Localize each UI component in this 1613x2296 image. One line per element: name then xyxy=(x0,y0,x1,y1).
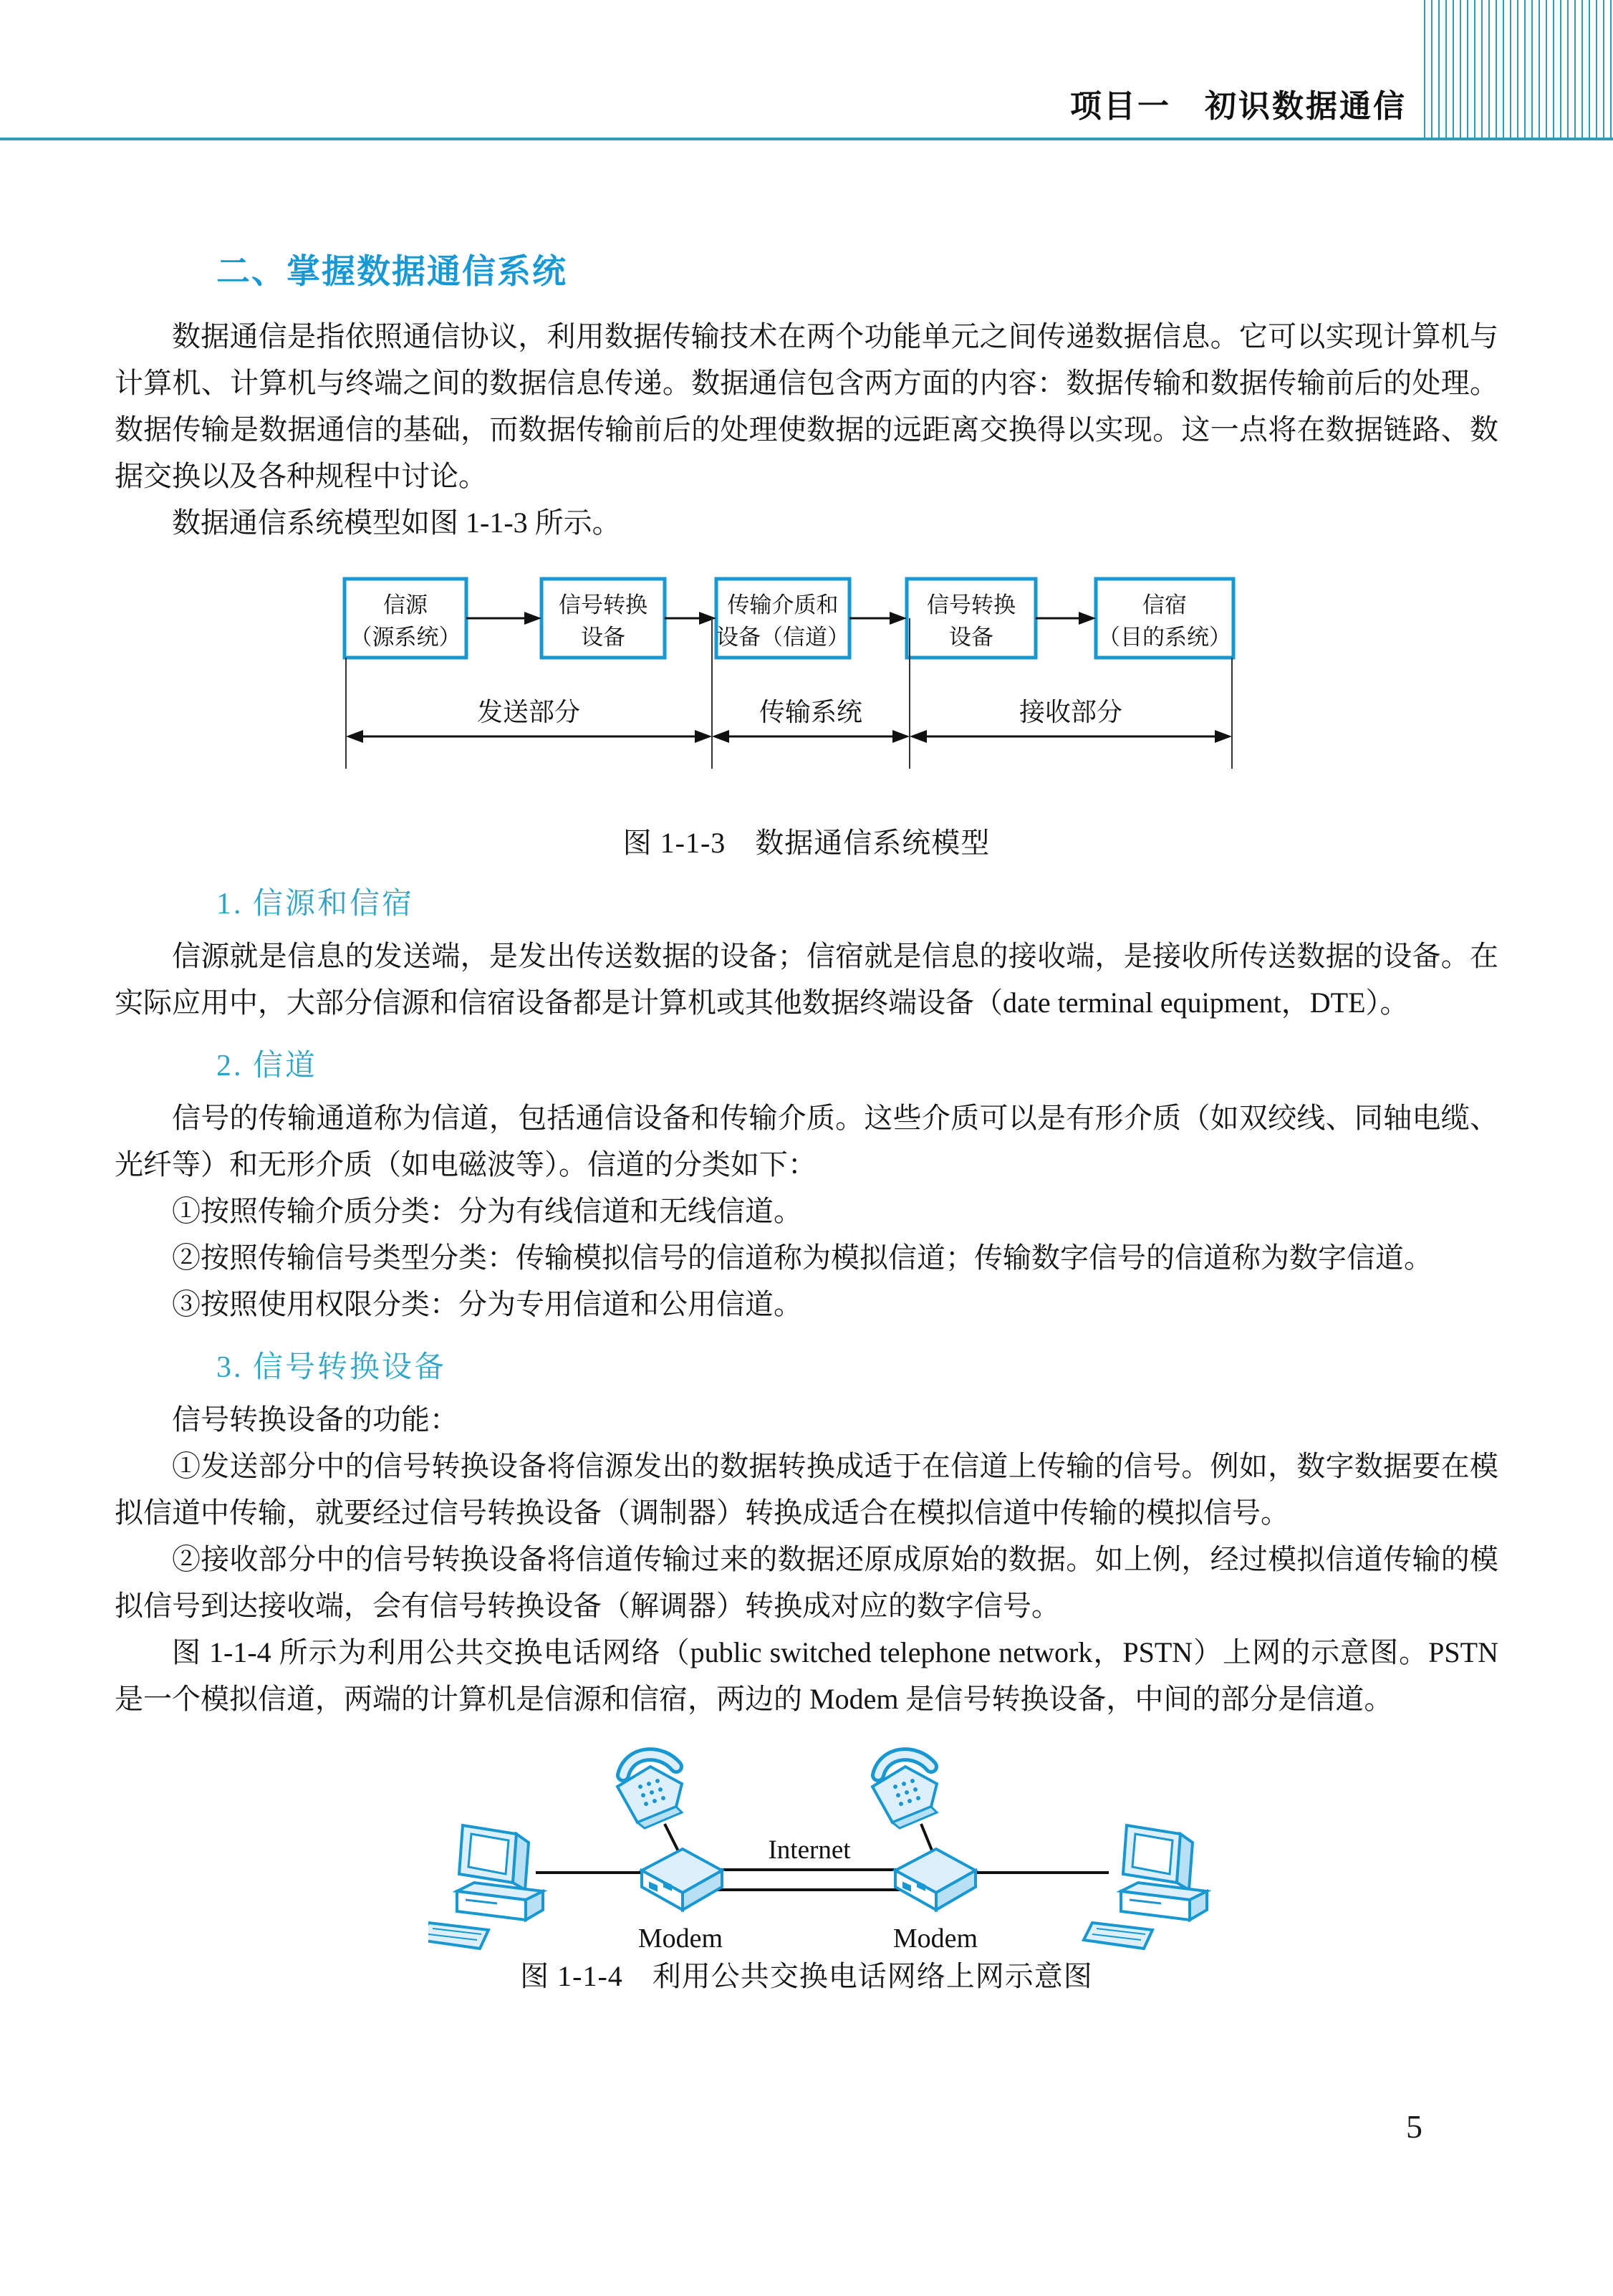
span-label-transmission: 传输系统 xyxy=(759,698,863,726)
converter-function-item-2: ②接收部分中的信号转换设备将信道传输过来的数据还原成原始的数据。如上例，经过模拟信道传输的模拟信号到达接收端，会有信号转换设备（解调器）转换成对应的数字信号。 xyxy=(115,1543,1498,1622)
box-label: 信源 xyxy=(383,592,428,618)
paragraph-converter-intro: 信号转换设备的功能： xyxy=(172,1403,458,1436)
paragraph-intro-2: 数据通信系统模型如图 1-1-3 所示。 xyxy=(172,506,621,539)
box-label: （源系统） xyxy=(350,625,461,650)
paragraph-source-sink: 信源就是信息的发送端，是发出传送数据的设备；信宿就是信息的接收端，是接收所传送数据的设备。在实际应用中，大部分信源和信宿设备都是计算机或其他数据终端设备（date terminal equipment，DTE）。 xyxy=(115,940,1498,1019)
data-comm-model-diagram xyxy=(307,565,1309,822)
internet-label: Internet xyxy=(768,1835,851,1865)
modem-icon-right xyxy=(895,1849,976,1910)
pinstripe-decoration xyxy=(1418,0,1613,138)
converter-function-item-1: ①发送部分中的信号转换设备将信源发出的数据转换成适于在信道上传输的信号。例如，数字数据要在模拟信道中传输，就要经过信号转换设备（调制器）转换成适合在模拟信道中传输的模拟信号。 xyxy=(115,1450,1498,1529)
modem-label-left: Modem xyxy=(637,1923,723,1954)
chapter-header: 项目一 初识数据通信 xyxy=(1070,89,1407,124)
span-label-receive: 接收部分 xyxy=(1019,698,1123,726)
box-label: 设备 xyxy=(949,625,993,650)
box-label: 传输介质和 xyxy=(727,592,839,618)
subheading-2: 2. 信道 xyxy=(216,1049,318,1082)
figure-1-1-4-caption: 图 1-1-4 利用公共交换电话网络上网示意图 xyxy=(520,1960,1093,1992)
figure-1-1-4 xyxy=(115,1732,1498,1997)
telephone-icon-left xyxy=(617,1754,682,1828)
box-label: 信号转换 xyxy=(927,592,1016,618)
subheading-3: 3. 信号转换设备 xyxy=(216,1351,447,1384)
figure-1-1-3 xyxy=(115,565,1498,864)
paragraph-channel: 信号的传输通道称为信道，包括通信设备和传输介质。这些介质可以是有形介质（如双绞线、同轴电缆、光纤等）和无形介质（如电磁波等）。信道的分类如下： xyxy=(115,1102,1498,1181)
subheading-1: 1. 信源和信宿 xyxy=(216,888,415,921)
section-title: 二、掌握数据通信系统 xyxy=(216,252,567,290)
modem-icon-left xyxy=(642,1849,722,1910)
box-label: 信号转换 xyxy=(559,592,647,618)
box-label: 设备（信道） xyxy=(716,625,849,650)
computer-icon-right xyxy=(1084,1825,1207,1949)
computer-icon-left xyxy=(428,1825,543,1949)
paragraph-pstn: 图 1-1-4 所示为利用公共交换电话网络（public switched telephone network，PSTN）上网的示意图。PSTN 是一个模拟信道，两端的计算机是信源和信宿，两边的 Modem 是信号转换设备，中间的部分是信道。 xyxy=(115,1636,1498,1715)
pstn-network-diagram xyxy=(428,1732,1216,1956)
span-label-send: 发送部分 xyxy=(476,698,581,726)
channel-class-item-2: ②按照传输信号类型分类：传输模拟信号的信道称为模拟信道；传输数字信号的信道称为数字信道。 xyxy=(172,1241,1433,1274)
modem-label-right: Modem xyxy=(892,1923,978,1954)
page-number: 5 xyxy=(1406,2108,1422,2145)
page-header xyxy=(0,0,1613,140)
channel-class-item-1: ①按照传输介质分类：分为有线信道和无线信道。 xyxy=(172,1195,802,1227)
telephone-icon-right xyxy=(872,1754,937,1828)
page-content xyxy=(0,245,1613,1997)
paragraph-intro-1: 数据通信是指依照通信协议，利用数据传输技术在两个功能单元之间传递数据信息。它可以实现计算机与计算机、计算机与终端之间的数据信息传递。数据通信包含两方面的内容：数据传输和数据传输前后的处理。数据传输是数据通信的基础，而数据传输前后的处理使数据的远距离交换得以实现。这一点将在数据链路、数据交换以及各种规程中讨论。 xyxy=(115,320,1498,492)
box-label: 设备 xyxy=(581,625,625,650)
channel-class-item-3: ③按照使用权限分类：分为专用信道和公用信道。 xyxy=(172,1288,802,1320)
box-label: （目的系统） xyxy=(1098,625,1231,650)
box-label: 信宿 xyxy=(1142,592,1187,618)
figure-1-1-3-caption: 图 1-1-3 数据通信系统模型 xyxy=(622,827,991,859)
